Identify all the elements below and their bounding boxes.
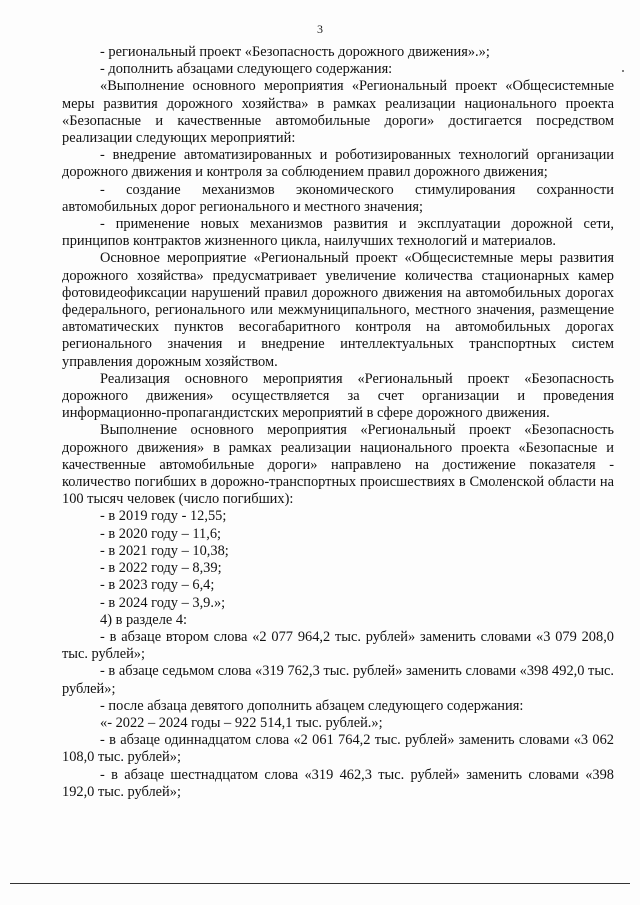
list-item: - в 2019 году - 12,55; [100, 508, 227, 525]
paragraph: - в абзаце втором слова «2 077 964,2 тыс. рублей» заменить словами «3 079 208,0 тыс. рублей»; [62, 628, 614, 663]
paragraph: - после абзаца девятого дополнить абзацем следующего содержания: [100, 697, 524, 714]
paragraph: Основное мероприятие «Региональный проект «Общесистемные меры развития дорожного хозяйства» предусматривает увеличение количества стационарных камер фотовидеофиксации нарушений правил дорожного движения на автомобильных дорогах федерального, регионального или межмуниципального, местного значения, размещение автоматических пунктов весогабаритного контроля на автомобильных дорогах регионального значения и внедрение интеллектуальных транспортных систем управления дорожным хозяйством. [62, 250, 614, 370]
document-body [62, 44, 614, 801]
page-number: 3 [317, 22, 323, 36]
section-reference: 4) в разделе 4: [100, 611, 188, 628]
scan-edge-line [10, 883, 630, 884]
paragraph: «- 2022 – 2024 годы – 922 514,1 тыс. рублей.»; [100, 714, 383, 731]
list-item: - в 2021 году – 10,38; [100, 542, 229, 559]
paragraph: Выполнение основного мероприятия «Региональный проект «Безопасность дорожного движения» в рамках реализации национального проекта «Безопасные и качественные автомобильные дороги» направлено на достижение показателя - количество погибших в дорожно-транспортных происшествиях в Смоленской области на 100 тысяч человек (число погибших): [62, 422, 614, 508]
paragraph: - региональный проект «Безопасность дорожного движения».»; [100, 44, 490, 60]
paragraph: - в абзаце одиннадцатом слова «2 061 764,2 тыс. рублей» заменить словами «3 062 108,0 тыс. рублей»; [62, 732, 614, 766]
scan-speck [622, 70, 624, 72]
paragraph: Реализация основного мероприятия «Региональный проект «Безопасность дорожного движения» осуществляется за счет организации и проведения информационно-пропагандистских мероприятий в сфере дорожного движения. [62, 370, 614, 422]
list-item: - в 2024 году – 3,9.»; [100, 594, 226, 611]
list-item: - в 2023 году – 6,4; [100, 577, 215, 594]
paragraph: - применение новых механизмов развития и эксплуатации дорожной сети, принципов контрактов жизненного цикла, наилучших технологий и материалов. [62, 216, 614, 250]
paragraph: - в абзаце седьмом слова «319 762,3 тыс. рублей» заменить словами «398 492,0 тыс. рублей»; [62, 663, 614, 697]
paragraph: «Выполнение основного мероприятия «Региональный проект «Общесистемные меры развития дорожного хозяйства» в рамках реализации национального проекта «Безопасные и качественные автомобильные дороги» достигается посредством реализации следующих мероприятий: [62, 78, 614, 147]
paragraph: - в абзаце шестнадцатом слова «319 462,3 тыс. рублей» заменить словами «398 192,0 тыс. рублей»; [62, 766, 614, 800]
list-item: - в 2020 году – 11,6; [100, 525, 222, 542]
paragraph: - внедрение автоматизированных и роботизированных технологий организации дорожного движения и контроля за соблюдением правил дорожного движения; [62, 147, 614, 181]
list-item: - в 2022 году – 8,39; [100, 560, 222, 577]
paragraph: - создание механизмов экономического стимулирования сохранности автомобильных дорог регионального и местного значения; [62, 181, 614, 215]
paragraph: - дополнить абзацами следующего содержания: [100, 61, 393, 78]
